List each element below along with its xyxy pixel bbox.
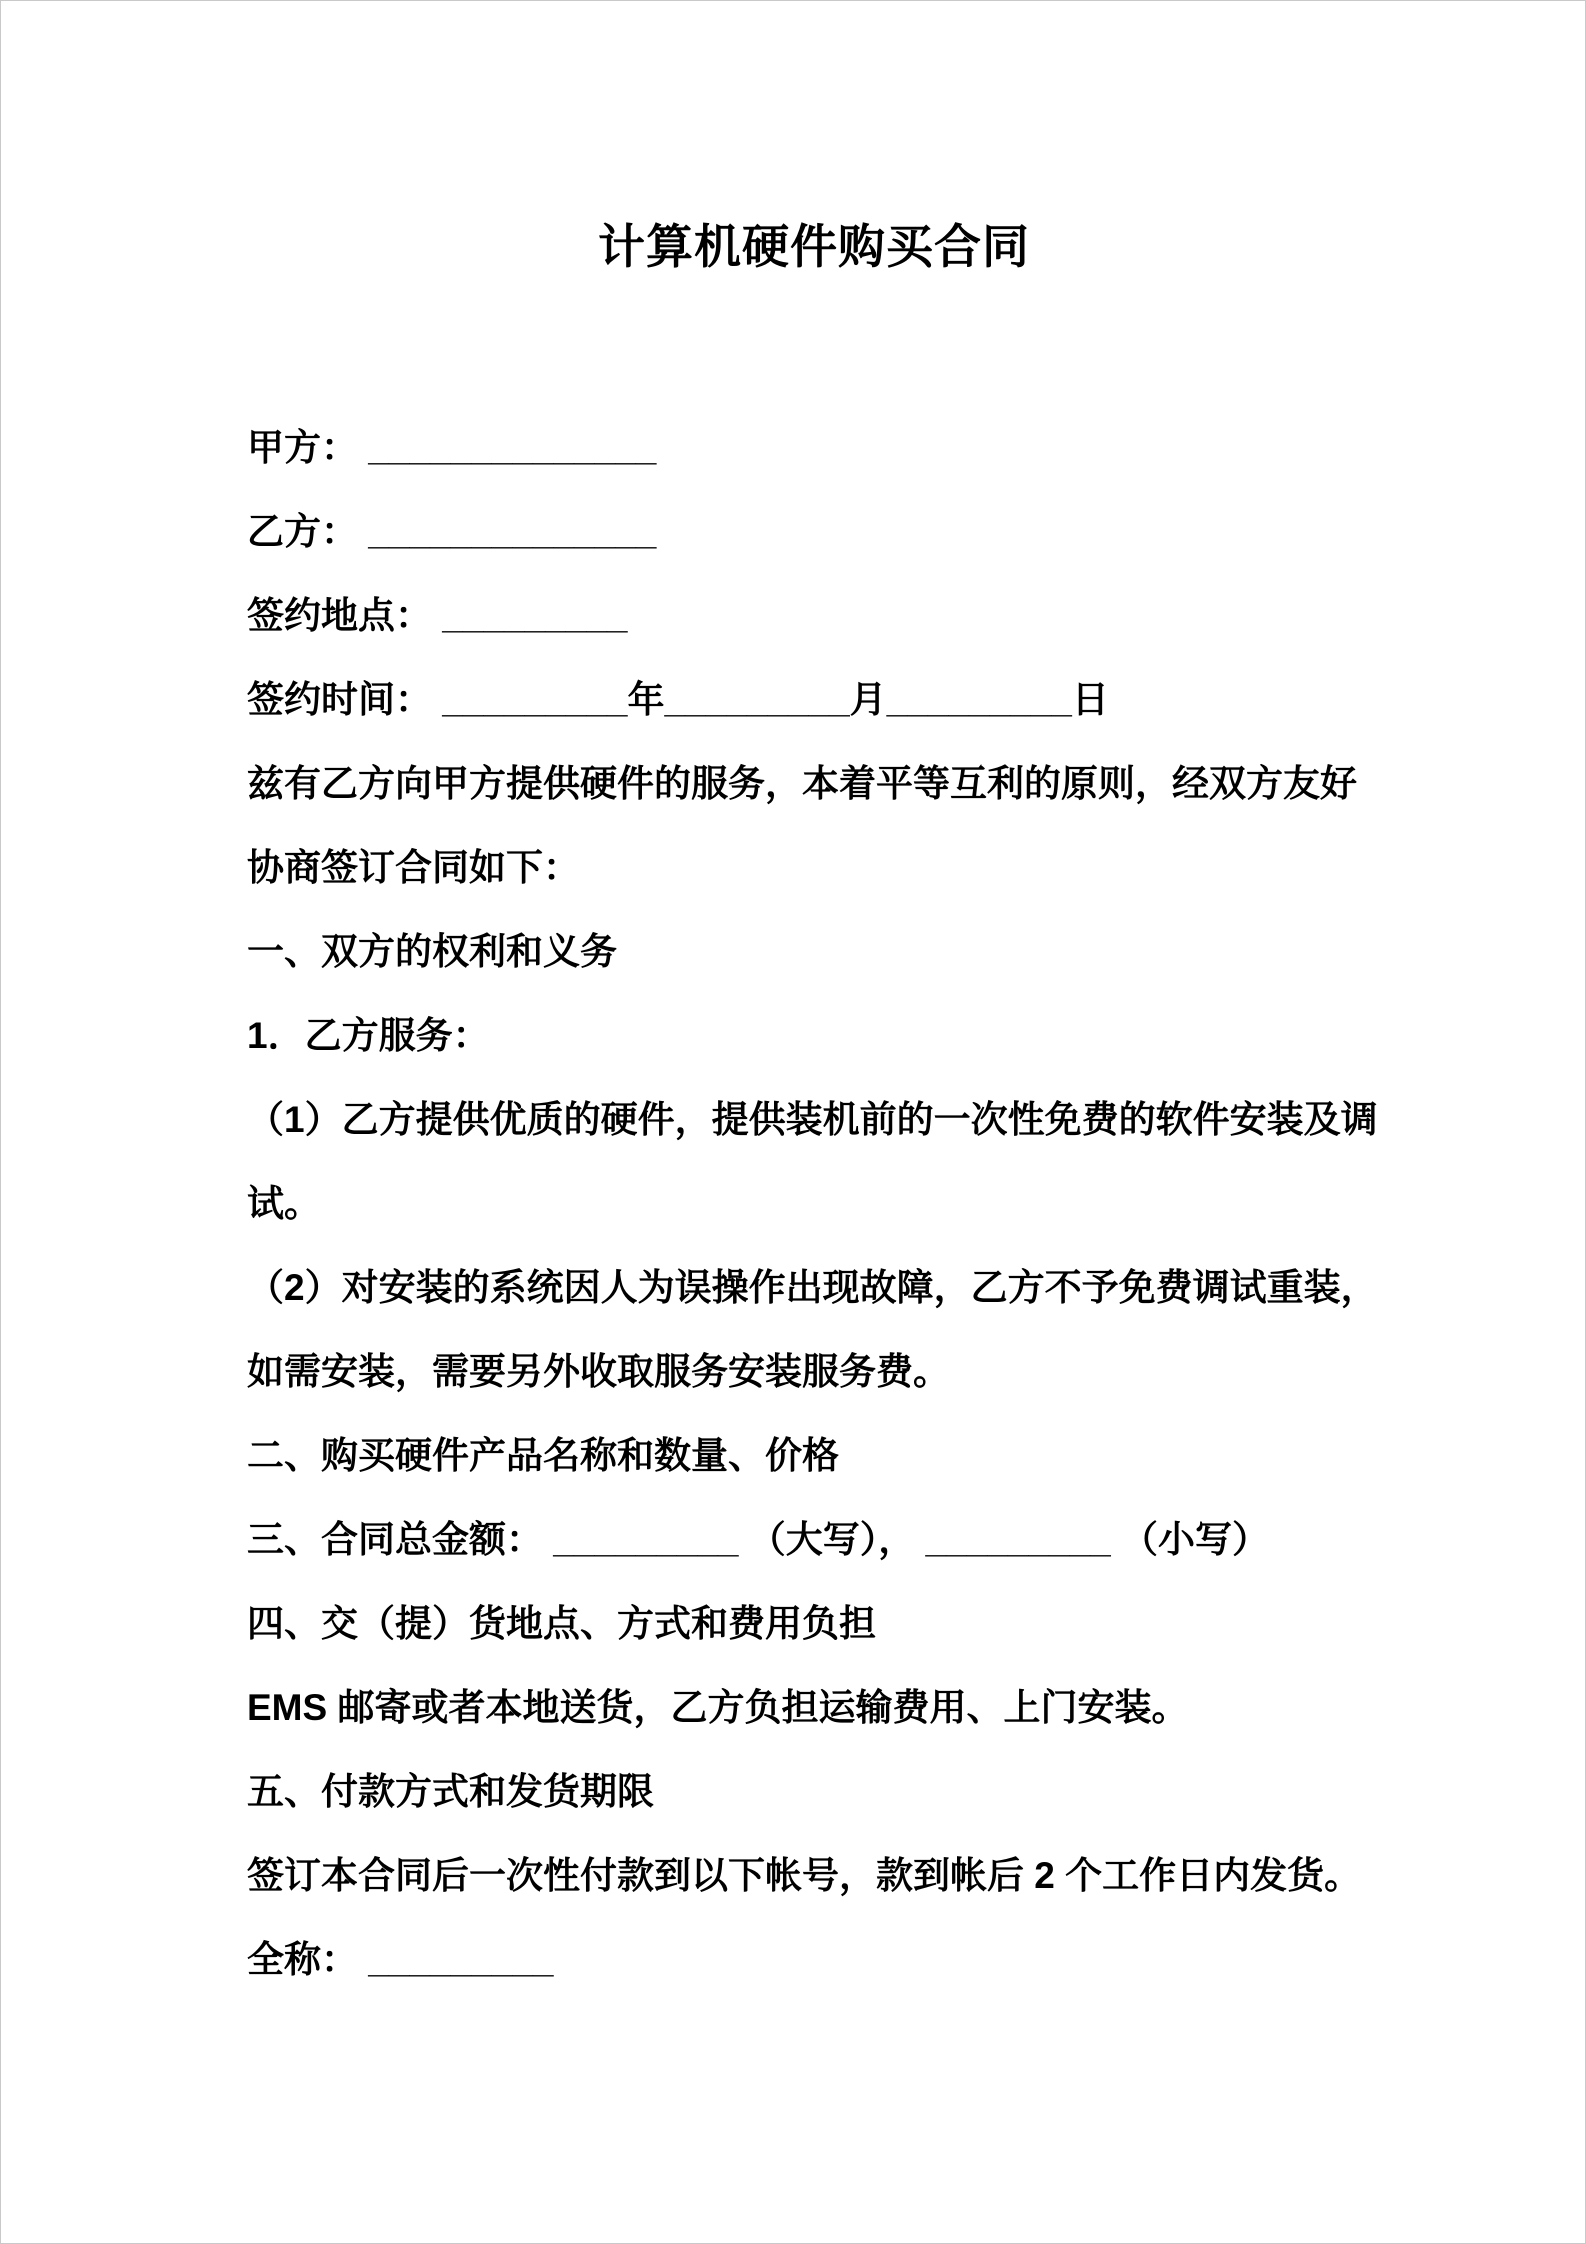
document-body (247, 406, 1381, 2002)
line-payment-terms: 签订本合同后一次性付款到以下帐号，款到帐后 2 个工作日内发货。 (247, 1855, 1362, 1896)
line-account-name: 全称： _________ (247, 1939, 554, 1980)
line-sign-location: 签约地点： _________ (247, 595, 628, 636)
line-delivery-method: EMS 邮寄或者本地送货，乙方负担运输费用、上门安装。 (247, 1687, 1189, 1728)
line-party-b: 乙方： ______________ (247, 511, 657, 552)
line-section-5-heading: 五、付款方式和发货期限 (247, 1771, 654, 1812)
line-section-1-heading: 一、双方的权利和义务 (247, 931, 617, 972)
line-section-4-heading: 四、交（提）货地点、方式和费用负担 (247, 1603, 876, 1644)
line-sign-date: 签约时间： _________年_________月_________日 (247, 679, 1109, 720)
line-section-3-total-amount: 三、合同总金额： _________ （大写）， _________ （小写） (247, 1519, 1270, 1560)
line-party-a: 甲方： ______________ (247, 427, 657, 468)
line-clause-1-1: （1）乙方提供优质的硬件，提供装机前的一次性免费的软件安装及调试。 (247, 1099, 1378, 1224)
document-title: 计算机硬件购买合同 (598, 220, 1030, 273)
line-service-intro: 1．乙方服务： (247, 1015, 490, 1056)
line-preamble: 兹有乙方向甲方提供硬件的服务，本着平等互利的原则，经双方友好协商签订合同如下： (247, 763, 1357, 888)
line-clause-1-2: （2）对安装的系统因人为误操作出现故障，乙方不予免费调试重装，如需安装，需要另外收取服务安装服务费。 (247, 1267, 1378, 1392)
line-section-2-heading: 二、购买硬件产品名称和数量、价格 (247, 1435, 839, 1476)
